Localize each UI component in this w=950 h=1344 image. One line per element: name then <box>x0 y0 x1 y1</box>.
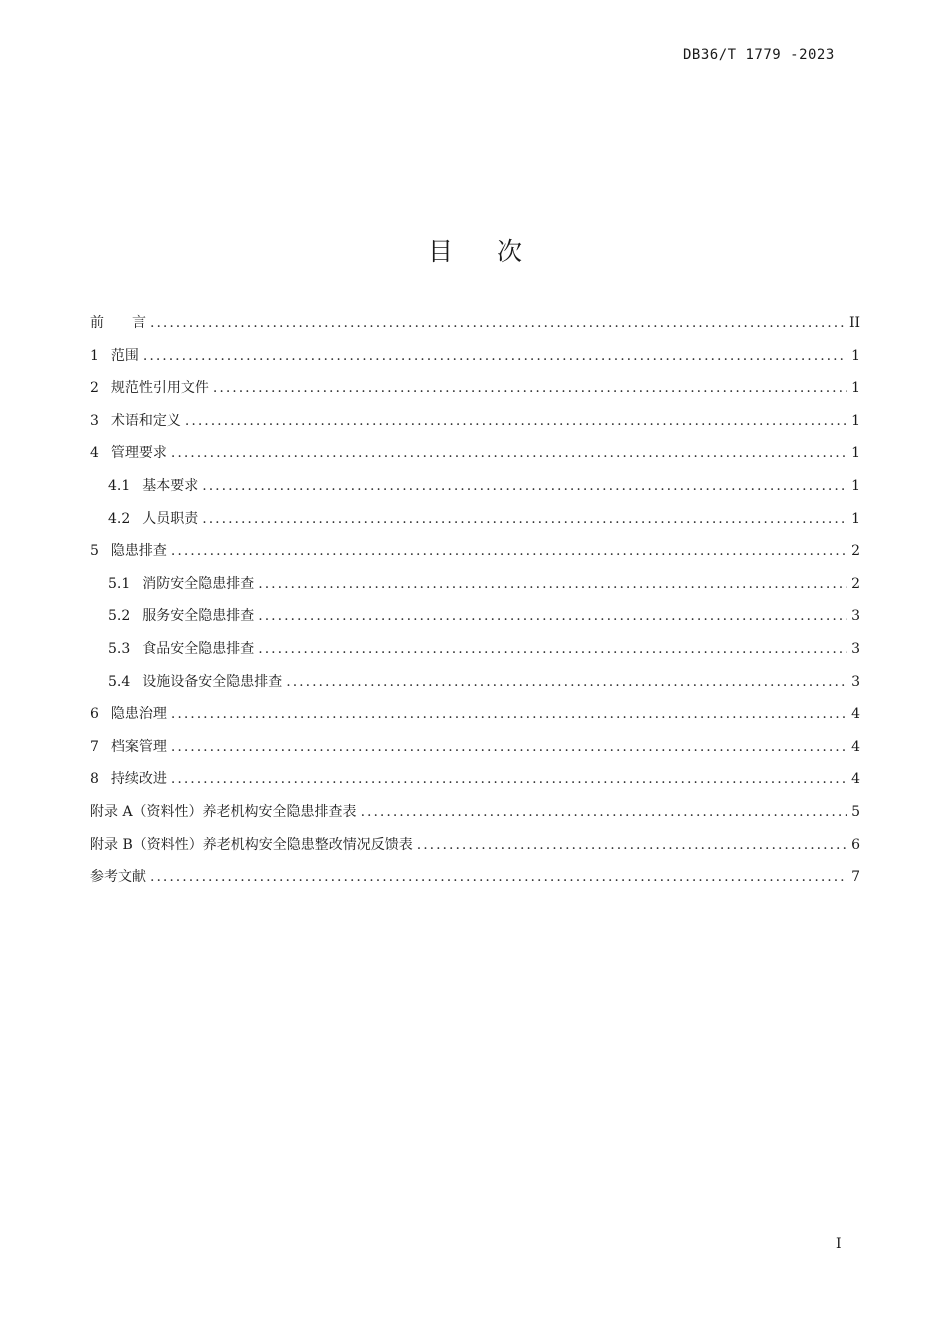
toc-entry-number: 5.3 <box>108 640 131 657</box>
toc-entry-label: 设施设备安全隐患排查 <box>142 673 283 690</box>
toc-entry-page: 3 <box>851 608 860 625</box>
toc-entry-page: 7 <box>851 869 860 886</box>
toc-entry-label: 范围 <box>110 347 139 364</box>
toc-entry-label: 服务安全隐患排查 <box>142 608 255 625</box>
toc-dot-leader <box>171 535 847 568</box>
toc-dot-leader <box>171 698 847 731</box>
toc-entry-number: 7 <box>90 738 99 755</box>
footer-page-number: I <box>836 1236 842 1252</box>
toc-entry[interactable] <box>90 503 860 536</box>
toc-entry-page: 1 <box>851 510 860 527</box>
toc-entry[interactable] <box>90 633 860 666</box>
toc-entry[interactable] <box>90 829 860 862</box>
toc-dot-leader <box>185 405 847 438</box>
toc-entry[interactable] <box>90 340 860 373</box>
toc-entry[interactable] <box>90 796 860 829</box>
toc-entry-label: 参考文献 <box>90 869 146 886</box>
toc-entry[interactable] <box>90 666 860 699</box>
toc-entry-page: 1 <box>851 445 860 462</box>
toc-entry[interactable] <box>90 861 860 894</box>
toc-entry[interactable] <box>90 372 860 405</box>
toc-dot-leader <box>361 796 848 829</box>
toc-entry-number: 8 <box>90 771 99 788</box>
toc-entry-label: 档案管理 <box>110 738 167 755</box>
toc-entry[interactable] <box>90 470 860 503</box>
toc-entry-page: 1 <box>851 412 860 429</box>
toc-entry-label: 附录 B（资料性）养老机构安全隐患整改情况反馈表 <box>90 836 413 853</box>
toc-entry-label: 术语和定义 <box>110 412 181 429</box>
toc-entry-page: 1 <box>851 347 860 364</box>
toc-entry-label: 前 言 <box>90 315 146 331</box>
toc-entry[interactable] <box>90 535 860 568</box>
toc-entry-page: 2 <box>851 575 860 592</box>
toc-entry-number: 2 <box>90 380 99 397</box>
toc-entry[interactable] <box>90 698 860 731</box>
toc-entry[interactable] <box>90 437 860 470</box>
toc-entry-page: 6 <box>851 836 860 853</box>
toc-entry-label: 基本要求 <box>142 477 199 494</box>
toc-entry-number: 4 <box>90 445 99 462</box>
toc-entry-page: 1 <box>851 380 860 397</box>
toc-entry-number: 5.4 <box>108 673 131 690</box>
toc-entry-number: 4.1 <box>108 477 131 494</box>
toc-entry-label: 人员职责 <box>142 510 199 527</box>
toc-entry-page: 4 <box>851 771 860 788</box>
toc-dot-leader <box>171 437 847 470</box>
toc-entry-page: 1 <box>851 477 860 494</box>
toc-dot-leader <box>258 568 847 601</box>
toc-entry-number: 4.2 <box>108 510 131 527</box>
toc-entry-page: 2 <box>851 543 860 560</box>
toc-entry-label: 规范性引用文件 <box>110 380 209 397</box>
toc-entry[interactable] <box>90 568 860 601</box>
toc-entry-page: 4 <box>851 706 860 723</box>
standard-code: DB36/T 1779 -2023 <box>683 47 835 63</box>
toc-entry-number: 3 <box>90 412 99 429</box>
toc-entry-number: 5.2 <box>108 608 131 625</box>
toc-dot-leader <box>143 340 847 373</box>
toc-entry-label: 消防安全隐患排查 <box>142 575 255 592</box>
toc-dot-leader <box>171 731 847 764</box>
toc-entry-label: 食品安全隐患排查 <box>142 640 255 657</box>
toc-dot-leader <box>202 470 847 503</box>
toc-dot-leader <box>258 633 847 666</box>
toc-entry-page: II <box>848 315 860 331</box>
page-title: 目次 <box>427 237 566 266</box>
toc-entry[interactable] <box>90 731 860 764</box>
toc-entry-number: 1 <box>90 347 99 364</box>
toc-entry[interactable] <box>90 405 860 438</box>
toc-entry[interactable] <box>90 307 860 340</box>
toc-entry-label: 管理要求 <box>110 445 167 462</box>
toc-entry-label: 隐患治理 <box>110 706 167 723</box>
toc-entry[interactable] <box>90 763 860 796</box>
toc-entry-page: 5 <box>851 803 860 820</box>
toc-entry-number: 5 <box>90 543 99 560</box>
toc-entry-number: 6 <box>90 706 99 723</box>
toc-entry-label: 附录 A（资料性）养老机构安全隐患排查表 <box>90 803 357 820</box>
toc-dot-leader <box>286 666 847 699</box>
table-of-contents <box>90 307 860 894</box>
toc-entry[interactable] <box>90 600 860 633</box>
toc-dot-leader <box>150 861 847 894</box>
toc-entry-page: 4 <box>851 738 860 755</box>
toc-dot-leader <box>258 600 847 633</box>
toc-entry-label: 持续改进 <box>110 771 167 788</box>
toc-dot-leader <box>171 763 847 796</box>
toc-entry-page: 3 <box>851 673 860 690</box>
toc-dot-leader <box>202 503 847 536</box>
toc-dot-leader <box>417 829 847 862</box>
toc-entry-page: 3 <box>851 640 860 657</box>
toc-dot-leader <box>213 372 847 405</box>
toc-entry-number: 5.1 <box>108 575 131 592</box>
toc-dot-leader <box>150 307 845 340</box>
toc-entry-label: 隐患排查 <box>110 543 167 560</box>
